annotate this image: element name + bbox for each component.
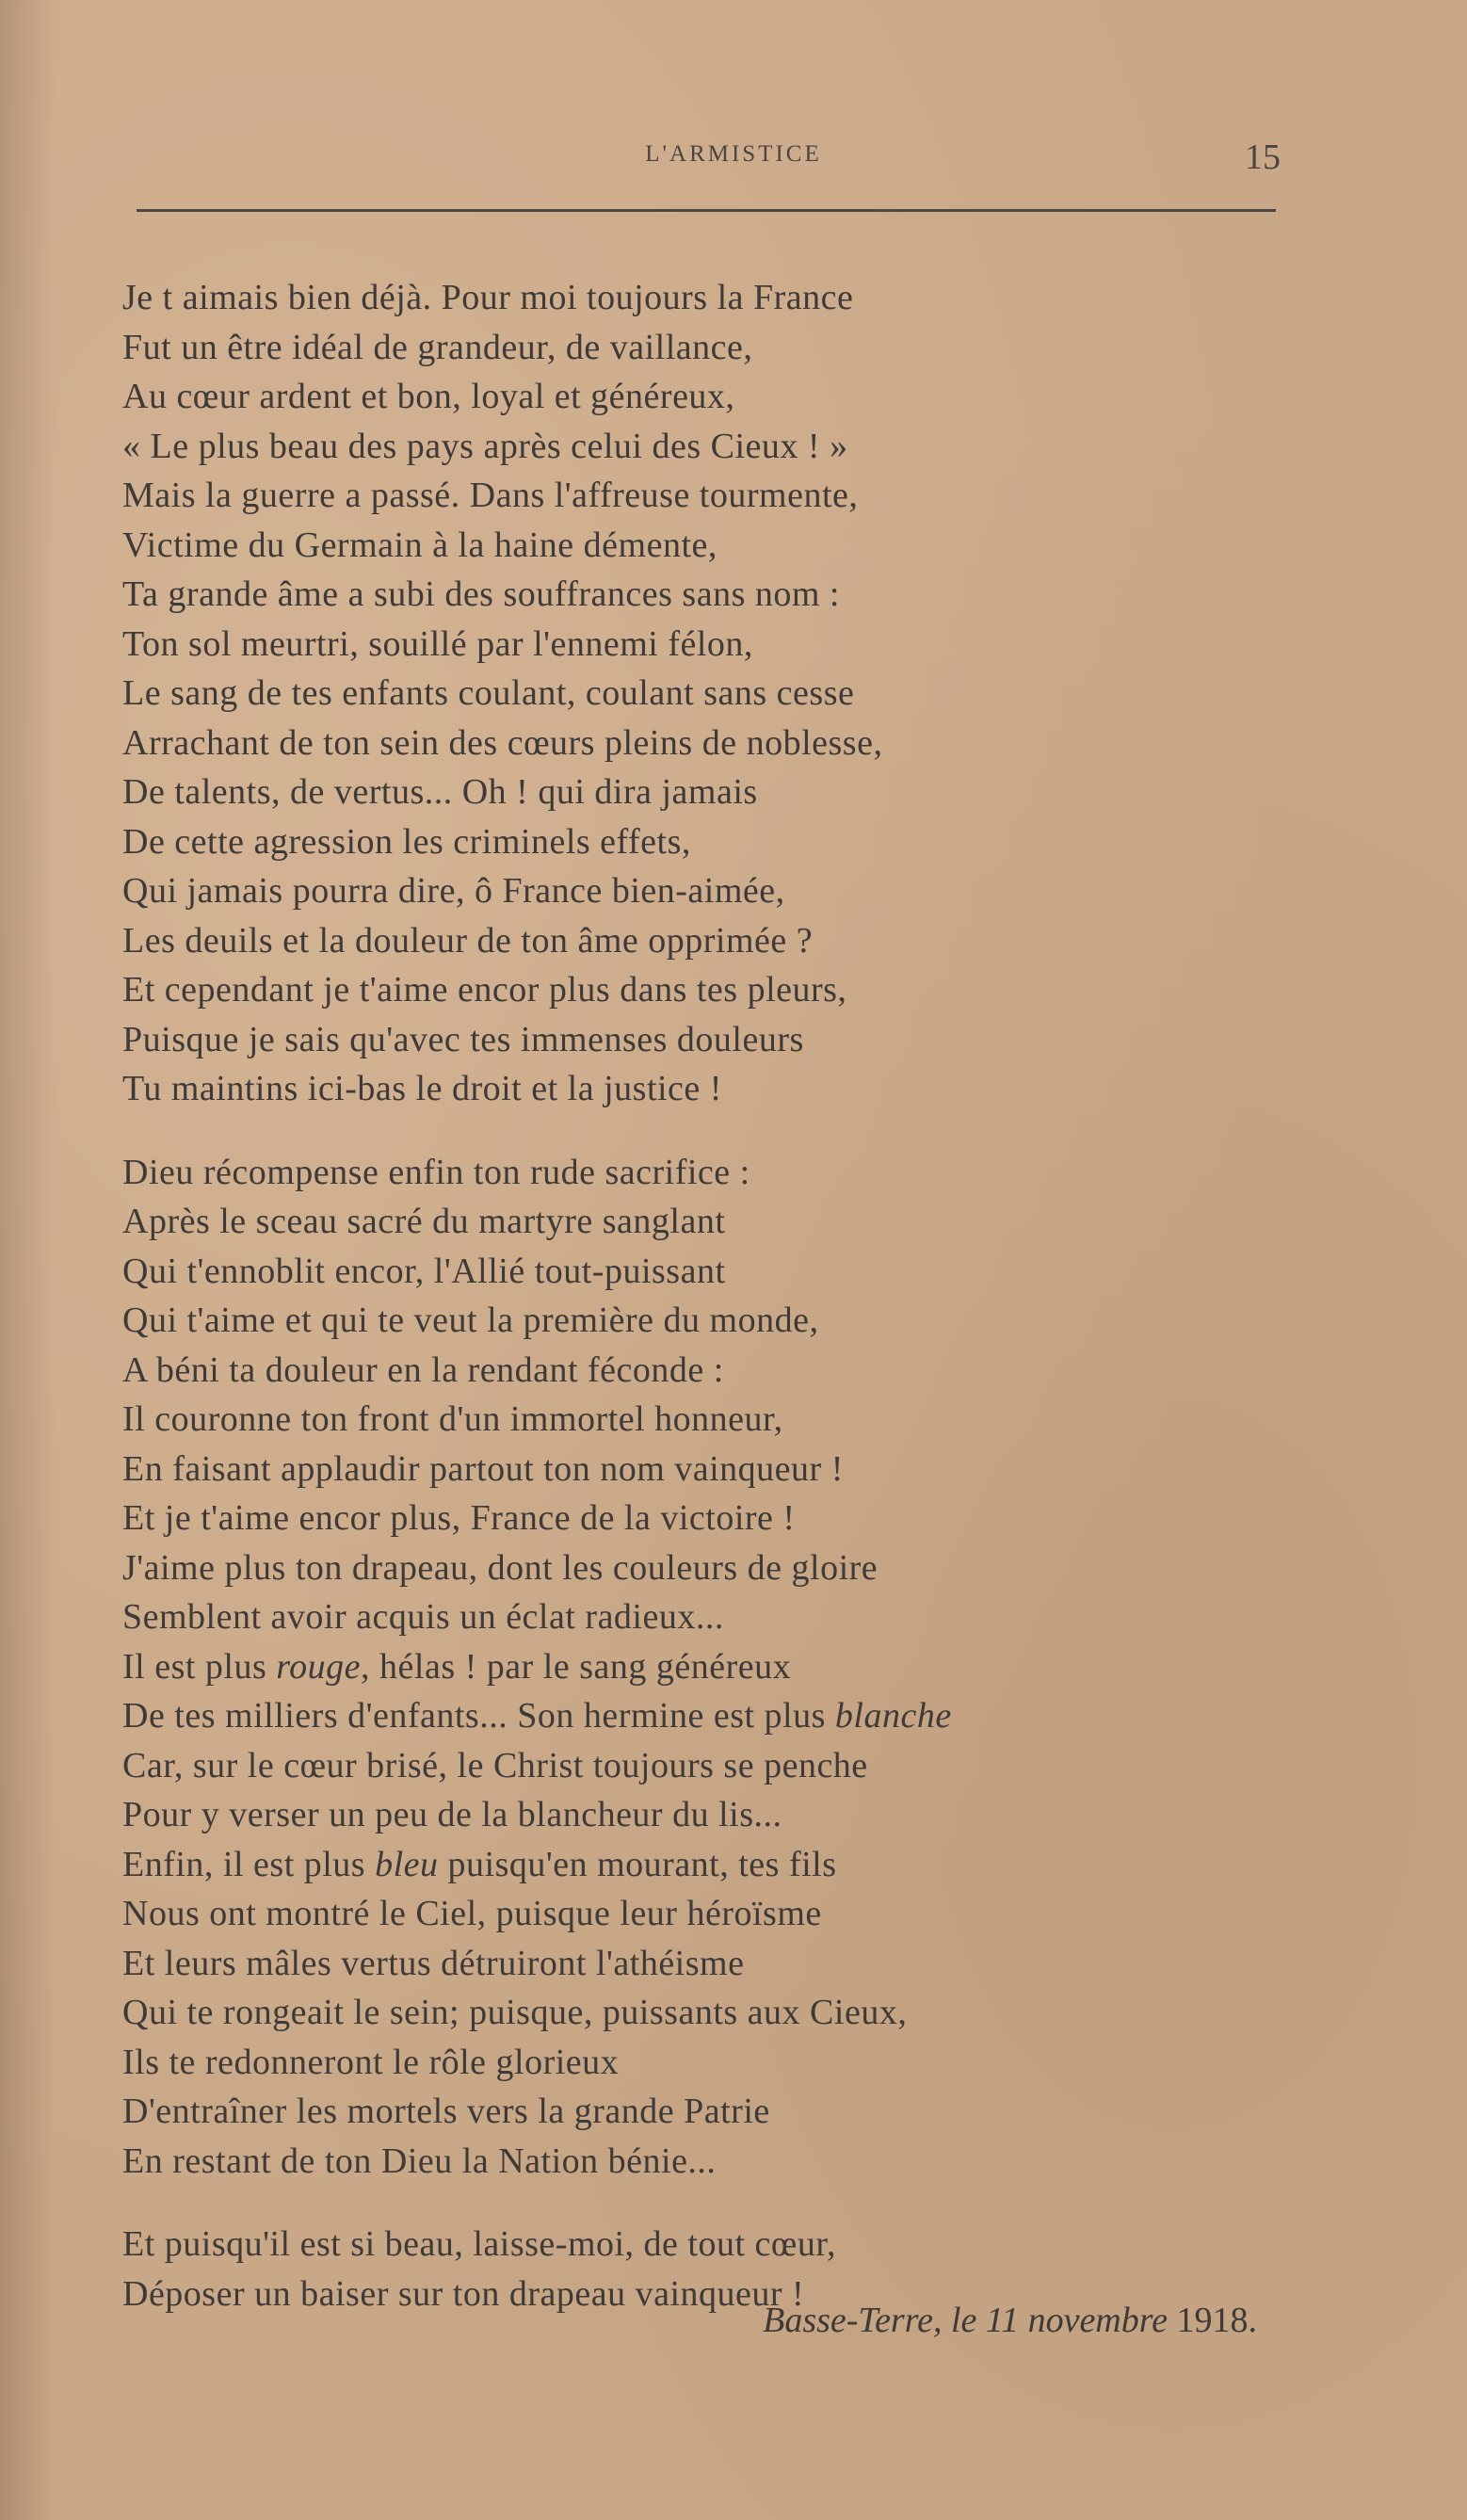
signature-date: , le 11 novembre [932,2301,1177,2340]
poem-line: Car, sur le cœur brisé, le Christ toujours se penche [122,1745,868,1785]
poem-line: Qui t'aime et qui te veut la première du monde, [122,1300,819,1340]
poem-line: A béni ta douleur en la rendant féconde : [122,1349,724,1390]
poem-line [122,1691,1281,1741]
poem-line: Ton sol meurtri, souillé par l'ennemi félon, [122,623,753,664]
poem-line: Et leurs mâles vertus détruiront l'athéisme [122,1943,745,1983]
line-text: De tes milliers d'enfants... Son hermine est plus [122,1696,835,1736]
line-text: Enfin, il est plus [122,1844,376,1884]
page-number: 15 [1245,137,1281,177]
poem-line: Tu maintins ici-bas le droit et la justice ! [122,1069,722,1108]
poem-line: Ils te redonneront le rôle glorieux [122,2042,620,2082]
line-emphasis: rouge [276,1646,362,1687]
poem-line: Et cependant je t'aime encor plus dans tes pleurs, [122,970,847,1010]
signature-place: Basse-Terre [763,2301,933,2340]
poem-line: De talents, de vertus... Oh ! qui dira jamais [122,772,758,812]
poem-line: « Le plus beau des pays après celui des Cieux ! » [122,426,848,466]
poem-line: Et je t'aime encor plus, France de la victoire ! [122,1498,796,1538]
poem-line: De cette agression les criminels effets, [122,821,691,862]
stanza-gap [122,2186,1281,2220]
poem-line: Il couronne ton front d'un immortel honneur, [122,1399,783,1439]
line-text: , hélas ! par le sang généreux [361,1646,792,1687]
poem-line: Au cœur ardent et bon, loyal et généreux, [122,377,735,416]
line-text: puisqu'en mourant, tes fils [438,1844,837,1884]
stanza-1 [122,273,1281,1114]
poem-line: J'aime plus ton drapeau, dont les couleurs de gloire [122,1547,879,1588]
poem-line: En faisant applaudir partout ton nom vainqueur ! [122,1448,844,1489]
poem-line: Déposer un baiser sur ton drapeau vainqueur ! [122,2273,805,2314]
poem [122,273,1281,2318]
page-header [0,0,1467,226]
signature [0,2300,1257,2341]
poem-line: Et puisqu'il est si beau, laisse-moi, de tout cœur, [122,2224,836,2264]
running-title: L'ARMISTICE [645,141,822,167]
poem-line: Le sang de tes enfants coulant, coulant sans cesse [122,673,855,713]
poem-line: Les deuils et la douleur de ton âme opprimée ? [122,920,814,961]
poem-line: Qui te rongeait le sein; puisque, puissants aux Cieux, [122,1993,908,2032]
poem-line: En restant de ton Dieu la Nation bénie... [122,2140,717,2181]
line-emphasis: bleu [375,1844,439,1884]
poem-line: Qui jamais pourra dire, ô France bien-aimée, [122,871,785,911]
poem-line: Puisque je sais qu'avec tes immenses douleurs [122,1019,804,1059]
poem-line: Fut un être idéal de grandeur, de vaillance, [122,327,753,367]
stanza-2 [122,1148,1281,2187]
poem-line: Semblent avoir acquis un éclat radieux... [122,1597,724,1637]
line-emphasis: blanche [834,1696,952,1736]
signature-year: 1918. [1176,2301,1257,2340]
line-text: Il est plus [122,1646,277,1687]
poem-line: D'entraîner les mortels vers la grande Patrie [122,2092,770,2131]
poem-line [122,1642,1281,1692]
poem-line: Je t aimais bien déjà. Pour moi toujours la France [122,278,854,317]
poem-line: Qui t'ennoblit encor, l'Allié tout-puissant [122,1251,726,1291]
poem-line: Mais la guerre a passé. Dans l'affreuse tourmente, [122,476,859,515]
poem-line: Victime du Germain à la haine démente, [122,525,717,565]
poem-line: Arrachant de ton sein des cœurs pleins de noblesse, [122,722,883,763]
stanza-gap [122,1114,1281,1148]
poem-line: Nous ont montré le Ciel, puisque leur héroïsme [122,1894,822,1933]
poem-line: Après le sceau sacré du martyre sanglant [122,1202,726,1241]
poem-line: Pour y verser un peu de la blancheur du lis... [122,1795,782,1834]
header-rule [137,209,1276,212]
poem-line: Dieu récompense enfin ton rude sacrifice : [122,1152,750,1192]
poem-line [122,1840,1281,1890]
poem-line: Ta grande âme a subi des souffrances sans nom : [122,574,840,614]
